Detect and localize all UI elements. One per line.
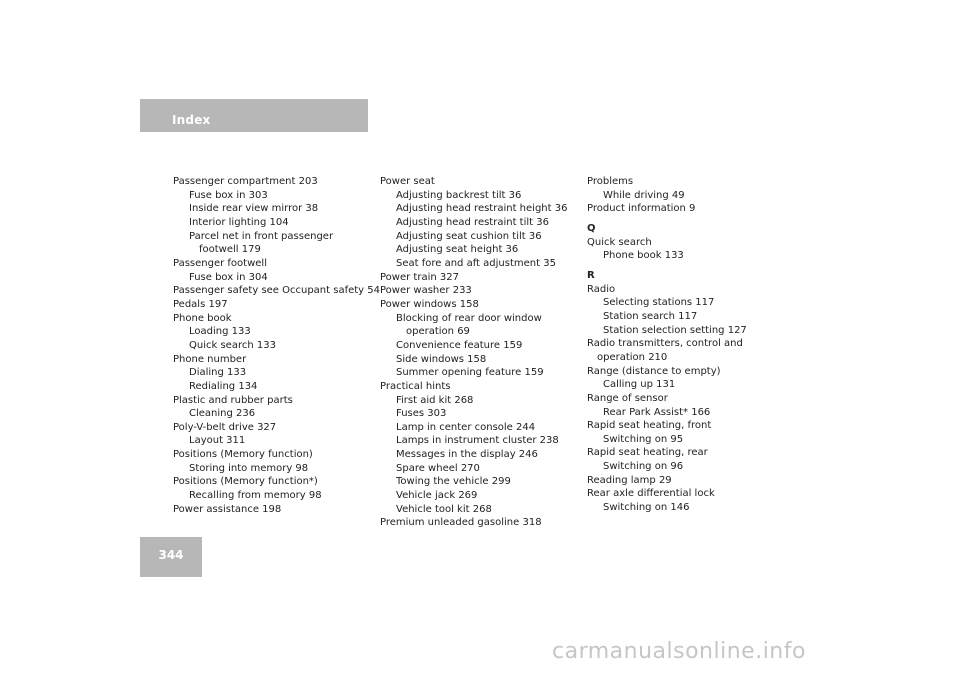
index-entry: First aid kit 268 (396, 394, 474, 406)
index-entry: Radio (587, 283, 616, 295)
index-entry: Switching on 146 (603, 502, 690, 514)
index-header-bar (140, 99, 368, 132)
index-entry: Product information 9 (587, 203, 696, 215)
index-entry: Range of sensor (587, 392, 668, 404)
index-entry: Lamps in instrument cluster 238 (396, 435, 559, 447)
index-column-2 (380, 175, 580, 530)
index-entry: Seat fore and aft adjustment 35 (396, 257, 556, 269)
index-entry: Summer opening feature 159 (396, 367, 544, 379)
index-entry: Plastic and rubber parts (173, 394, 293, 406)
index-entry: Towing the vehicle 299 (396, 476, 511, 488)
index-entry: Pedals 197 (173, 298, 228, 310)
index-column-1 (173, 175, 381, 516)
index-entry: Power washer 233 (380, 285, 472, 297)
index-entry: operation 69 (406, 326, 470, 338)
index-entry: Convenience feature 159 (396, 339, 523, 351)
index-entry: Power assistance 198 (173, 503, 282, 515)
index-entry: Side windows 158 (396, 353, 487, 365)
page-number-box (140, 537, 202, 577)
index-entry: Power train 327 (380, 271, 459, 283)
index-entry: Parcel net in front passenger (189, 230, 334, 242)
index-entry: Loading 133 (189, 326, 251, 338)
index-entry: footwell 179 (199, 244, 261, 256)
index-entry: Passenger footwell (173, 257, 267, 269)
index-entry: Vehicle tool kit 268 (396, 503, 492, 515)
index-entry: operation 210 (597, 351, 668, 363)
index-entry: Phone number (173, 353, 247, 365)
index-entry: Switching on 96 (603, 461, 684, 473)
index-entry: Station search 117 (603, 310, 698, 322)
index-entry: Switching on 95 (603, 433, 684, 445)
index-entry: Quick search (587, 236, 652, 248)
index-entry: Quick search 133 (189, 339, 276, 351)
index-entry: Power windows 158 (380, 298, 479, 310)
index-entry: Messages in the display 246 (396, 449, 538, 461)
index-entry: Spare wheel 270 (396, 462, 480, 474)
index-entry: Adjusting seat cushion tilt 36 (396, 230, 542, 242)
index-entry: Passenger safety see Occupant safety 54 (173, 285, 381, 297)
index-entry: Fuses 303 (396, 408, 447, 420)
index-entry: Practical hints (380, 380, 451, 392)
index-entry: Adjusting seat height 36 (396, 244, 519, 256)
index-entry: Phone book (173, 312, 232, 324)
index-entry: Range (distance to empty) (587, 365, 721, 377)
index-entry: Rear Park Assist* 166 (603, 406, 711, 418)
index-entry: Blocking of rear door window (396, 312, 542, 324)
index-entry: Adjusting backrest tilt 36 (396, 189, 522, 201)
index-entry: Vehicle jack 269 (396, 490, 478, 502)
index-entry: Cleaning 236 (189, 408, 256, 420)
header-title: Index (172, 113, 211, 127)
index-entry: Lamp in center console 244 (396, 421, 536, 433)
index-entry: Positions (Memory function) (173, 449, 313, 461)
index-letter-heading: R (587, 269, 595, 281)
index-entry: Rapid seat heating, rear (587, 447, 708, 459)
index-entry: Fuse box in 304 (189, 271, 268, 283)
index-entry: Rapid seat heating, front (587, 420, 712, 432)
index-entry: Passenger compartment 203 (173, 176, 318, 187)
index-entry: While driving 49 (603, 189, 685, 201)
index-entry: Radio transmitters, control and (587, 338, 743, 350)
index-letter-heading: Q (587, 222, 596, 234)
index-entry: Adjusting head restraint height 36 (396, 203, 568, 215)
index-entry: Station selection setting 127 (603, 324, 747, 336)
index-entry: Inside rear view mirror 38 (189, 203, 319, 215)
index-entry: Poly-V-belt drive 327 (173, 421, 277, 433)
index-entry: Interior lighting 104 (189, 216, 289, 228)
watermark: carmanualsonline.info (552, 639, 806, 664)
index-entry: Calling up 131 (603, 379, 676, 391)
index-entry: Dialing 133 (189, 367, 247, 379)
index-entry: Power seat (380, 176, 435, 187)
index-entry: Phone book 133 (603, 250, 684, 262)
index-entry: Selecting stations 117 (603, 297, 715, 309)
index-entry: Fuse box in 303 (189, 189, 268, 201)
index-entry: Premium unleaded gasoline 318 (380, 517, 542, 529)
index-entry: Layout 311 (189, 435, 246, 447)
index-entry: Positions (Memory function*) (173, 476, 318, 488)
index-column-3 (587, 175, 787, 515)
index-entry: Problems (587, 176, 634, 187)
index-entry: Adjusting head restraint tilt 36 (396, 216, 549, 228)
index-entry: Storing into memory 98 (189, 462, 309, 474)
index-entry: Recalling from memory 98 (189, 490, 322, 502)
index-entry: Rear axle differential lock (587, 488, 715, 500)
page-number: 344 (158, 548, 184, 562)
index-entry: Redialing 134 (189, 380, 258, 392)
index-entry: Reading lamp 29 (587, 474, 672, 486)
